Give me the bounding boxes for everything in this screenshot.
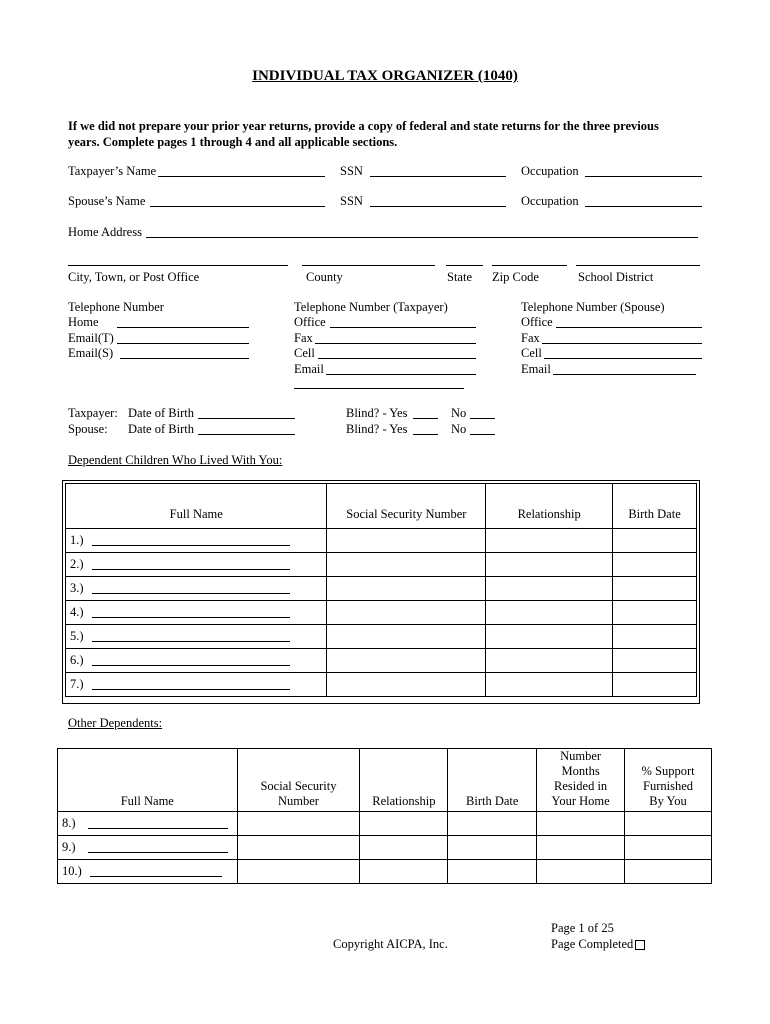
other-header-months-line2: Resided in xyxy=(554,779,608,793)
dependent-relationship-cell[interactable] xyxy=(486,673,613,697)
row-number: 5.) xyxy=(70,629,84,643)
taxpayer-office-field[interactable] xyxy=(330,327,476,328)
dependent-relationship-cell[interactable] xyxy=(486,625,613,649)
intro-text: If we did not prepare your prior year returns, provide a copy of federal and state returns for the three previous years. Complete pages 1 through 4 and all applicable sections. xyxy=(68,119,659,149)
blind-taxpayer-yes-field[interactable] xyxy=(413,418,438,419)
zip-field[interactable] xyxy=(492,265,567,266)
dependent-name-cell[interactable] xyxy=(66,529,327,553)
spouse-occupation-label: Occupation xyxy=(521,194,579,208)
taxpayer-cell-label: Cell xyxy=(294,346,315,360)
state-label: State xyxy=(447,270,472,284)
taxpayer-occupation-field[interactable] xyxy=(585,176,702,177)
other-header-ssn-line1: Social Security xyxy=(260,779,337,793)
name-line xyxy=(92,617,290,618)
name-line xyxy=(92,689,290,690)
name-line xyxy=(92,593,290,594)
dependent-birth-cell[interactable] xyxy=(613,553,697,577)
other-dependent-row xyxy=(58,860,712,884)
name-line xyxy=(92,665,290,666)
dependents-header-relationship: Relationship xyxy=(486,484,613,529)
dependents-table xyxy=(65,483,697,697)
email-t-field[interactable] xyxy=(117,343,249,344)
copyright: Copyright AICPA, Inc. xyxy=(333,937,448,951)
row-number: 10.) xyxy=(62,864,82,878)
taxpayer-name-field[interactable] xyxy=(158,176,325,177)
telephone-taxpayer-title: Telephone Number (Taxpayer) xyxy=(294,300,448,314)
other-header-support-line2: Furnished xyxy=(643,779,694,793)
county-label: County xyxy=(306,270,343,284)
other-header-months xyxy=(537,749,625,812)
blind-taxpayer-yes-label: Blind? - Yes xyxy=(346,406,408,420)
dependents-header-name: Full Name xyxy=(66,484,327,529)
city-field[interactable] xyxy=(68,265,288,266)
dependent-birth-cell[interactable] xyxy=(613,577,697,601)
dependent-ssn-cell[interactable] xyxy=(327,529,486,553)
dependent-ssn-cell[interactable] xyxy=(327,553,486,577)
other-dependent-row xyxy=(58,812,712,836)
name-line xyxy=(92,545,290,546)
taxpayer-office-label: Office xyxy=(294,315,326,329)
name-line xyxy=(92,641,290,642)
other-birth-cell[interactable] xyxy=(448,812,537,836)
page-completed xyxy=(551,937,645,951)
blind-spouse-no-field[interactable] xyxy=(470,434,495,435)
taxpayer-name-label: Taxpayer’s Name xyxy=(68,164,157,178)
taxpayer-cell-field[interactable] xyxy=(318,358,476,359)
spouse-cell-label: Cell xyxy=(521,346,542,360)
other-ssn-cell[interactable] xyxy=(237,860,360,884)
other-dependents-title: Other Dependents: xyxy=(68,716,163,730)
dependent-ssn-cell[interactable] xyxy=(327,649,486,673)
dependent-name-cell[interactable] xyxy=(66,577,327,601)
county-field[interactable] xyxy=(302,265,435,266)
state-field[interactable] xyxy=(446,265,483,266)
taxpayer-ssn-label: SSN xyxy=(340,164,363,178)
other-birth-cell[interactable] xyxy=(448,860,537,884)
row-number: 2.) xyxy=(70,557,84,571)
row-number: 6.) xyxy=(70,653,84,667)
taxpayer-email-field[interactable] xyxy=(326,374,476,375)
telephone-title: Telephone Number xyxy=(68,300,164,314)
zip-label: Zip Code xyxy=(492,270,539,284)
blind-spouse-yes-field[interactable] xyxy=(413,434,438,435)
dependent-birth-cell[interactable] xyxy=(613,601,697,625)
other-header-months-line1: Number Months xyxy=(560,749,602,778)
row-number: 4.) xyxy=(70,605,84,619)
dependent-relationship-cell[interactable] xyxy=(486,601,613,625)
dependent-ssn-cell[interactable] xyxy=(327,577,486,601)
dependents-header-row xyxy=(66,484,697,529)
taxpayer-email-label: Email xyxy=(294,362,324,376)
spouse-office-field[interactable] xyxy=(556,327,702,328)
other-header-ssn xyxy=(237,749,360,812)
other-dependents-table xyxy=(57,748,712,884)
telephone-spouse-title: Telephone Number (Spouse) xyxy=(521,300,665,314)
other-header-support-line3: By You xyxy=(649,794,687,808)
name-line xyxy=(90,876,222,877)
dependent-row xyxy=(66,601,697,625)
spouse-occupation-field[interactable] xyxy=(585,206,702,207)
dependent-row xyxy=(66,529,697,553)
other-support-cell[interactable] xyxy=(625,812,712,836)
other-relationship-cell[interactable] xyxy=(360,812,448,836)
other-months-cell[interactable] xyxy=(537,836,625,860)
dependent-relationship-cell[interactable] xyxy=(486,553,613,577)
other-relationship-cell[interactable] xyxy=(360,836,448,860)
dob-taxpayer-date-label: Date of Birth xyxy=(128,406,194,420)
other-months-cell[interactable] xyxy=(537,860,625,884)
other-header-birth-date: Birth Date xyxy=(448,749,537,812)
dependent-row xyxy=(66,553,697,577)
other-relationship-cell[interactable] xyxy=(360,860,448,884)
dependent-name-cell[interactable] xyxy=(66,625,327,649)
other-name-cell[interactable] xyxy=(58,836,238,860)
spouse-email-label: Email xyxy=(521,362,551,376)
blind-spouse-yes-label: Blind? - Yes xyxy=(346,422,408,436)
dob-taxpayer-label: Taxpayer: xyxy=(68,406,118,420)
spouse-ssn-label: SSN xyxy=(340,194,363,208)
other-name-cell[interactable] xyxy=(58,860,238,884)
dob-spouse-date-label: Date of Birth xyxy=(128,422,194,436)
dependent-name-cell[interactable] xyxy=(66,673,327,697)
dependent-ssn-cell[interactable] xyxy=(327,625,486,649)
other-header-name: Full Name xyxy=(58,749,238,812)
other-header-months-line3: Your Home xyxy=(551,794,610,808)
dependent-birth-cell[interactable] xyxy=(613,529,697,553)
spouse-email-field[interactable] xyxy=(553,374,696,375)
blind-taxpayer-no-label: No xyxy=(451,406,467,420)
dependent-relationship-cell[interactable] xyxy=(486,649,613,673)
spouse-ssn-field[interactable] xyxy=(370,206,506,207)
dependent-birth-cell[interactable] xyxy=(613,673,697,697)
other-support-cell[interactable] xyxy=(625,836,712,860)
spouse-name-label: Spouse’s Name xyxy=(68,194,146,208)
other-ssn-cell[interactable] xyxy=(237,836,360,860)
dob-spouse-field[interactable] xyxy=(198,434,295,435)
blind-spouse-no-label: No xyxy=(451,422,467,436)
other-header-row xyxy=(58,749,712,812)
row-number: 8.) xyxy=(62,816,76,830)
other-dependent-row xyxy=(58,836,712,860)
other-months-cell[interactable] xyxy=(537,812,625,836)
dob-spouse-label: Spouse: xyxy=(68,422,108,436)
other-ssn-cell[interactable] xyxy=(237,812,360,836)
other-header-relationship: Relationship xyxy=(360,749,448,812)
dependent-birth-cell[interactable] xyxy=(613,625,697,649)
email-t-label: Email(T) xyxy=(68,331,114,345)
page-completed-checkbox[interactable] xyxy=(635,940,645,950)
dependents-title: Dependent Children Who Lived With You: xyxy=(68,453,283,467)
spouse-office-label: Office xyxy=(521,315,553,329)
dependents-header-birth-date: Birth Date xyxy=(613,484,697,529)
home-address-field[interactable] xyxy=(146,237,698,238)
dependent-name-cell[interactable] xyxy=(66,553,327,577)
spouse-name-field[interactable] xyxy=(150,206,325,207)
dependent-relationship-cell[interactable] xyxy=(486,577,613,601)
email-s-field[interactable] xyxy=(120,358,249,359)
school-district-field[interactable] xyxy=(576,265,700,266)
home-address-label: Home Address xyxy=(68,225,142,239)
name-line xyxy=(92,569,290,570)
dob-taxpayer-field[interactable] xyxy=(198,418,295,419)
taxpayer-fax-field[interactable] xyxy=(315,343,476,344)
other-header-support-line1: % Support xyxy=(641,764,695,778)
dependent-row xyxy=(66,649,697,673)
home-phone-field[interactable] xyxy=(117,327,249,328)
dependent-name-cell[interactable] xyxy=(66,649,327,673)
other-support-cell[interactable] xyxy=(625,860,712,884)
taxpayer-fax-label: Fax xyxy=(294,331,313,345)
taxpayer-ssn-field[interactable] xyxy=(370,176,506,177)
name-line xyxy=(88,852,228,853)
other-header-ssn-line2: Number xyxy=(278,794,319,808)
taxpayer-email-field-2[interactable] xyxy=(294,388,464,389)
dependent-relationship-cell[interactable] xyxy=(486,529,613,553)
dependent-row xyxy=(66,673,697,697)
dependent-ssn-cell[interactable] xyxy=(327,673,486,697)
other-header-support xyxy=(625,749,712,812)
page-number: Page 1 of 25 xyxy=(551,921,614,935)
home-phone-label: Home xyxy=(68,315,99,329)
dependent-birth-cell[interactable] xyxy=(613,649,697,673)
dependent-row xyxy=(66,625,697,649)
blind-taxpayer-no-field[interactable] xyxy=(470,418,495,419)
row-number: 9.) xyxy=(62,840,76,854)
row-number: 7.) xyxy=(70,677,84,691)
dependents-header-ssn: Social Security Number xyxy=(327,484,486,529)
dependent-name-cell[interactable] xyxy=(66,601,327,625)
other-birth-cell[interactable] xyxy=(448,836,537,860)
city-label: City, Town, or Post Office xyxy=(68,270,200,284)
form-title: INDIVIDUAL TAX ORGANIZER (1040) xyxy=(252,68,518,84)
name-line xyxy=(88,828,228,829)
spouse-cell-field[interactable] xyxy=(544,358,702,359)
school-district-label: School District xyxy=(578,270,654,284)
dependent-ssn-cell[interactable] xyxy=(327,601,486,625)
spouse-fax-label: Fax xyxy=(521,331,540,345)
row-number: 3.) xyxy=(70,581,84,595)
spouse-fax-field[interactable] xyxy=(542,343,702,344)
row-number: 1.) xyxy=(70,533,84,547)
page-completed-label: Page Completed xyxy=(551,937,634,951)
email-s-label: Email(S) xyxy=(68,346,114,360)
taxpayer-occupation-label: Occupation xyxy=(521,164,579,178)
dependent-row xyxy=(66,577,697,601)
other-name-cell[interactable] xyxy=(58,812,238,836)
